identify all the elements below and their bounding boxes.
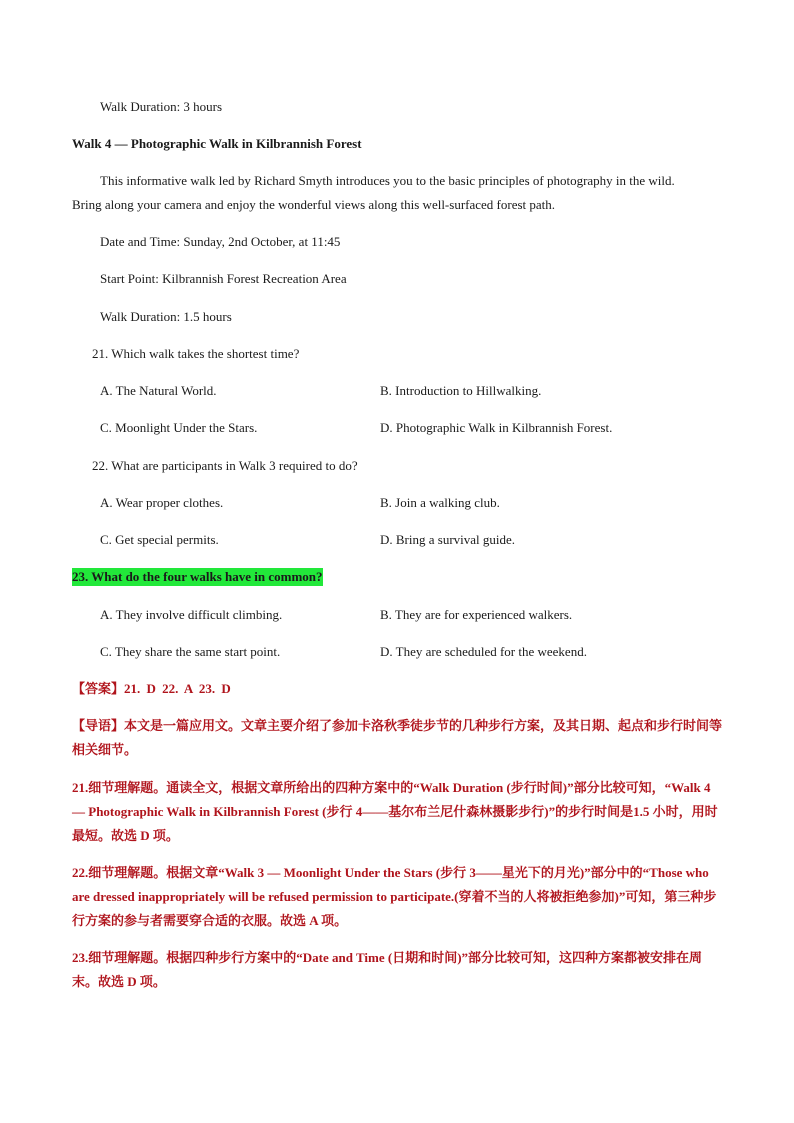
explanation-22: 22.细节理解题。根据文章“Walk 3 — Moonlight Under the Stars (步行 3——星光下的月光)”部分中的“Those who are dressed inappropriately will be refused permission to participate.(穿着不当的人将被拒绝参加)”可知，第三种步行方案的参与者需要穿合适的衣服。故选 A 项。: [72, 865, 717, 928]
walk4-heading: Walk 4 — Photographic Walk in Kilbrannish Forest: [72, 136, 362, 151]
walk4-date-time: Date and Time: Sunday, 2nd October, at 11:45: [100, 234, 341, 249]
question-21-option-b: B. Introduction to Hillwalking.: [380, 383, 542, 398]
question-23-option-c: C. They share the same start point.: [100, 644, 281, 659]
walk4-duration: Walk Duration: 1.5 hours: [100, 309, 232, 324]
guide-paragraph: 【导语】本文是一篇应用文。文章主要介绍了参加卡洛秋季徒步节的几种步行方案，及其日期、起点和步行时间等相关细节。: [72, 718, 723, 757]
question-22-stem: 22. What are participants in Walk 3 required to do?: [92, 458, 358, 473]
question-22-option-a: A. Wear proper clothes.: [100, 495, 224, 510]
walk4-description-line2: Bring along your camera and enjoy the wonderful views along this well-surfaced forest path.: [72, 197, 556, 212]
question-23-option-a: A. They involve difficult climbing.: [100, 607, 283, 622]
answer-key: 【答案】21. D 22. A 23. D: [72, 681, 231, 696]
walk3-duration: Walk Duration: 3 hours: [100, 99, 223, 114]
question-23-option-b: B. They are for experienced walkers.: [380, 607, 573, 622]
question-21-option-c: C. Moonlight Under the Stars.: [100, 420, 258, 435]
question-21-option-a: A. The Natural World.: [100, 383, 217, 398]
question-23-option-d: D. They are scheduled for the weekend.: [380, 644, 587, 659]
question-22-option-d: D. Bring a survival guide.: [380, 532, 516, 547]
question-22-option-b: B. Join a walking club.: [380, 495, 500, 510]
explanation-21: 21.细节理解题。通读全文，根据文章所给出的四种方案中的“Walk Duration (步行时间)”部分比较可知，“Walk 4 — Photographic Walk in Kilbrannish Forest (步行 4——基尔布兰尼什森林摄影步行)”的步行时间是1.5 小时，用时最短。故选 D 项。: [72, 780, 718, 843]
question-23-stem: 23. What do the four walks have in common?: [72, 569, 323, 584]
explanation-23: 23.细节理解题。根据四种步行方案中的“Date and Time (日期和时间)”部分比较可知，这四种方案都被安排在周末。故选 D 项。: [72, 950, 703, 989]
walk4-description-line1: This informative walk led by Richard Smyth introduces you to the basic principles of photography in the wild.: [100, 173, 675, 188]
question-21-option-d: D. Photographic Walk in Kilbrannish Forest.: [380, 420, 613, 435]
walk4-start-point: Start Point: Kilbrannish Forest Recreation Area: [100, 271, 347, 286]
question-21-stem: 21. Which walk takes the shortest time?: [92, 346, 300, 361]
question-22-option-c: C. Get special permits.: [100, 532, 219, 547]
